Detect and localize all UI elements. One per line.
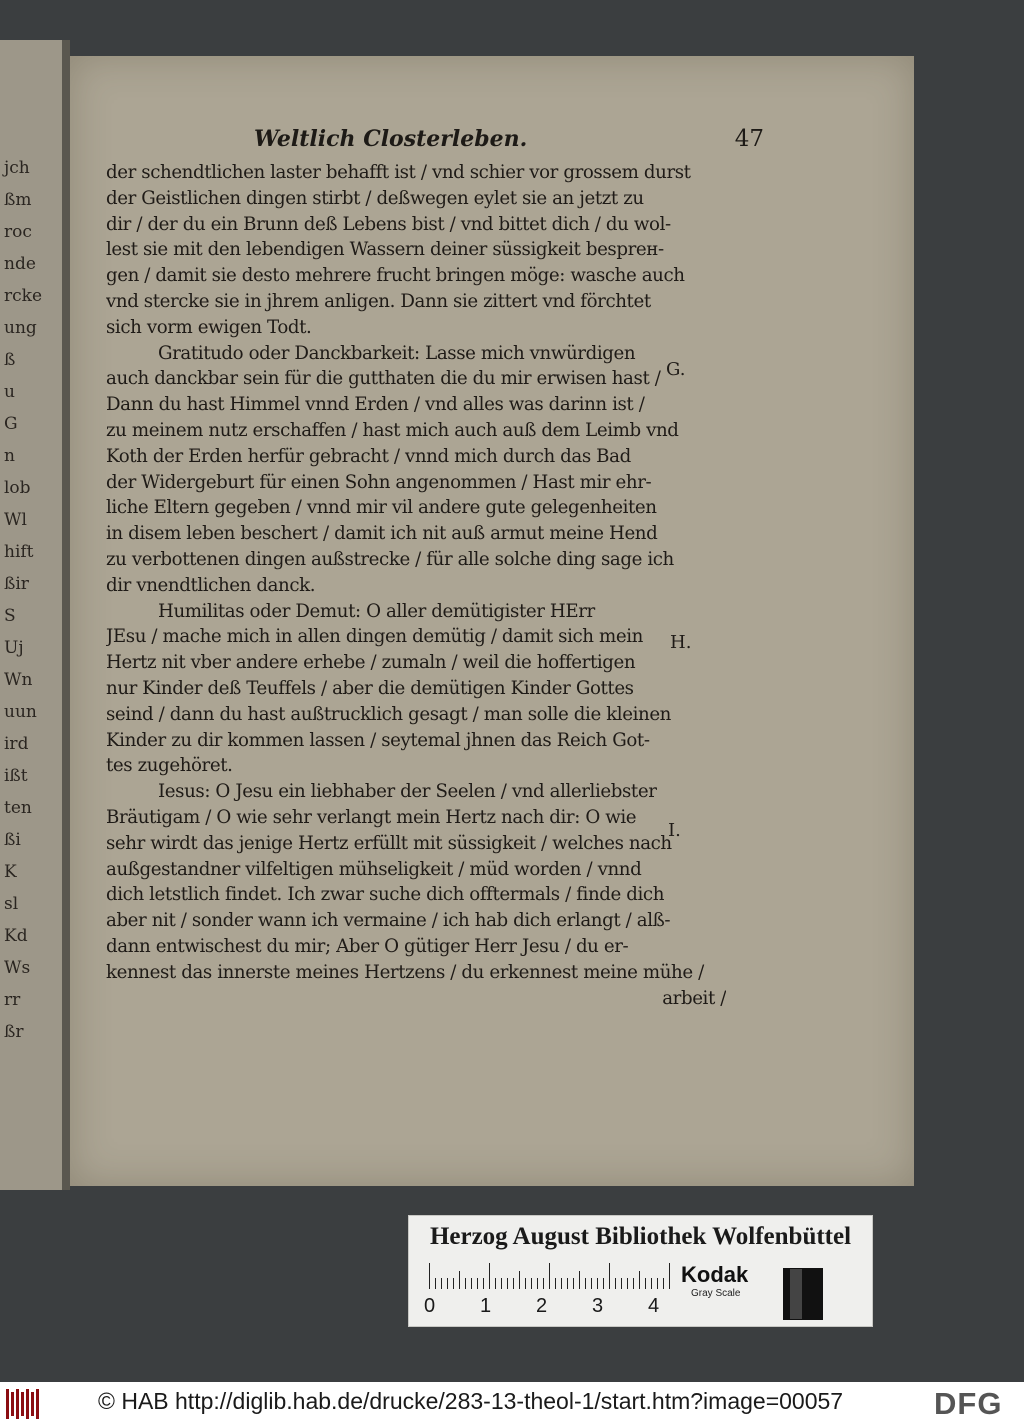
text-line: vnd stercke sie in jhrem anligen. Dann sie zittert vnd förchtet <box>106 290 651 312</box>
text-line: tes zugehöret. <box>106 755 233 777</box>
text-line: dir / der du ein Brunn deß Lebens bist / vnd bittet dich / du wol- <box>106 213 671 235</box>
ruler-tick <box>429 1263 430 1289</box>
facing-page-fragment: rr <box>4 990 21 1010</box>
text-line: gen / damit sie desto mehrere frucht bringen möge: wasche auch <box>106 265 685 287</box>
text-line: auch danckbar sein für die gutthaten die du mir erwisen hast / <box>106 368 661 390</box>
kodak-brand: Kodak <box>681 1262 749 1287</box>
ruler-tick <box>591 1278 592 1289</box>
ruler-tick <box>615 1278 616 1289</box>
facing-page-fragment: Uj <box>4 638 24 658</box>
ruler-tick <box>585 1278 586 1289</box>
copyright-credit: © HAB http://diglib.hab.de/drucke/283-13-theol-1/start.htm?image=00057 <box>98 1388 844 1414</box>
text-line: in disem leben beschert / damit ich nit auß armut meine Hend <box>106 523 658 545</box>
ruler-tick <box>525 1278 526 1289</box>
ruler-tick <box>663 1278 664 1289</box>
text-line: aber nit / sonder wann ich vermaine / ich hab dich erlangt / alß- <box>106 910 671 932</box>
text-line: Bräutigam / O wie sehr verlangt mein Hertz nach dir: O wie <box>106 806 637 828</box>
page-number: 47 <box>734 126 764 152</box>
ruler-tick <box>567 1278 568 1289</box>
ruler-tick <box>597 1278 598 1289</box>
text-line: JEsu / mache mich in allen dingen demütig / damit sich mein <box>106 626 643 648</box>
ruler-number: 4 <box>648 1295 660 1317</box>
facing-page-fragment: ßir <box>4 574 29 594</box>
ruler-tick <box>543 1278 544 1289</box>
text-line: Kinder zu dir kommen lassen / seytemal jhnen das Reich Got- <box>106 729 650 751</box>
ruler-tick <box>633 1278 634 1289</box>
book-page <box>70 56 914 1186</box>
facing-page-fragment: u <box>4 382 15 402</box>
ruler-tick <box>471 1278 472 1289</box>
gray-patch <box>783 1268 823 1320</box>
dfg-logo: DFG <box>934 1386 1003 1421</box>
ruler-tick <box>465 1278 466 1289</box>
text-line: der Widergeburt für einen Sohn angenommen / Hast mir ehr- <box>106 471 652 493</box>
facing-page-fragment: S <box>4 606 16 626</box>
ruler-tick <box>639 1271 640 1289</box>
text-line: dich letstlich findet. Ich zwar suche dich offtermals / finde dich <box>106 884 665 906</box>
ruler-number: 0 <box>424 1295 436 1317</box>
ruler-number: 2 <box>536 1295 548 1317</box>
ruler-tick <box>645 1278 646 1289</box>
facing-page-fragment: rcke <box>4 286 43 306</box>
text-line: Iesus: O Jesu ein liebhaber der Seelen / vnd allerliebster <box>158 781 657 803</box>
ruler-tick <box>459 1271 460 1289</box>
facing-page-fragment: Wn <box>4 670 33 690</box>
page-header <box>254 126 764 156</box>
ruler-tick <box>483 1278 484 1289</box>
page-gutter <box>62 40 70 1190</box>
ruler-tick <box>441 1278 442 1289</box>
facing-page-fragment: n <box>4 446 15 466</box>
text-line: dann entwischest du mir; Aber O gütiger Herr Jesu / du er- <box>106 935 629 957</box>
ruler-tick <box>453 1278 454 1289</box>
page-body-text <box>106 160 726 1011</box>
text-line: nur Kinder deß Teuffels / aber die demütigen Kinder Gottes <box>106 677 634 699</box>
ruler-tick <box>651 1278 652 1289</box>
facing-page-fragment: lob <box>4 478 31 498</box>
facing-page-fragment: Wl <box>4 510 27 530</box>
ruler-tick <box>501 1278 502 1289</box>
gray-scale-label: Gray Scale <box>691 1288 741 1299</box>
text-line: außgestandner vilfeltigen mühseligkeit / müd worden / vnnd <box>106 858 642 880</box>
ruler-tick <box>669 1263 670 1289</box>
facing-page-fragment: Kd <box>4 926 28 946</box>
text-line: zu meinem nutz erschaffen / hast mich auch auß dem Leimb vnd <box>106 419 679 441</box>
facing-page-edge <box>0 40 62 1190</box>
ruler-tick <box>531 1278 532 1289</box>
margin-letter-i: I. <box>668 820 681 841</box>
facing-page-fragment: roc <box>4 222 32 242</box>
footer-bar <box>0 1382 1024 1425</box>
ruler-tick <box>513 1278 514 1289</box>
facing-page-fragment: ung <box>4 318 37 338</box>
ruler-tick <box>549 1263 550 1289</box>
text-line: dir vnendtlichen danck. <box>106 574 316 596</box>
ruler-tick <box>489 1263 490 1289</box>
facing-page-fragment: nde <box>4 254 36 274</box>
facing-page-fragment: K <box>4 862 17 882</box>
facing-page-fragment: ten <box>4 798 32 818</box>
text-line: Hertz nit vber andere erhebe / zumaln / weil die hoffertigen <box>106 652 636 674</box>
text-line: Koth der Erden herfür gebracht / vnnd mich durch das Bad <box>106 445 631 467</box>
ruler-numbers <box>424 1295 684 1319</box>
facing-page-fragment: ißt <box>4 766 28 786</box>
ruler-tick <box>627 1278 628 1289</box>
facing-page-fragment: ßi <box>4 830 21 850</box>
ruler-tick <box>435 1278 436 1289</box>
ruler-tick <box>657 1278 658 1289</box>
ruler-tick <box>573 1278 574 1289</box>
ruler-tick <box>555 1278 556 1289</box>
text-line: kennest das innerste meines Hertzens / du erkennest meine mühe / <box>106 961 704 983</box>
text-line: zu verbottenen dingen außstrecke / für alle solche ding sage ich <box>106 548 674 570</box>
ruler-tick <box>537 1278 538 1289</box>
text-line: arbeit / <box>662 987 726 1009</box>
ruler-number: 3 <box>592 1295 604 1317</box>
running-head: Weltlich Closterleben. <box>254 126 528 152</box>
ruler-tick <box>477 1278 478 1289</box>
facing-page-fragment: ß <box>4 350 16 370</box>
text-line: sehr wirdt das jenige Hertz erfüllt mit süssigkeit / welches nach <box>106 832 672 854</box>
facing-page-fragment: hift <box>4 542 34 562</box>
text-line: sich vorm ewigen Todt. <box>106 316 312 338</box>
text-line: liche Eltern gegeben / vnnd mir vil andere gute gelegenheiten <box>106 497 657 519</box>
ruler-tick <box>447 1278 448 1289</box>
ruler-scale <box>429 1263 674 1289</box>
ruler-tick <box>603 1278 604 1289</box>
ruler-tick <box>495 1278 496 1289</box>
facing-page-fragment: ßm <box>4 190 32 210</box>
color-target-card <box>408 1215 873 1327</box>
facing-page-fragment: jch <box>4 158 30 178</box>
facing-page-fragment: ßr <box>4 1022 24 1042</box>
text-line: der Geistlichen dingen stirbt / deßwegen eylet sie an jetzt zu <box>106 187 644 209</box>
hab-logo-icon <box>6 1389 46 1419</box>
text-line: der schendtlichen laster behafft ist / vnd schier vor grossem durst <box>106 162 691 183</box>
ruler-tick <box>519 1271 520 1289</box>
ruler-tick <box>561 1278 562 1289</box>
ruler-tick <box>507 1278 508 1289</box>
facing-page-fragment: uun <box>4 702 37 722</box>
facing-page-fragment: sl <box>4 894 19 914</box>
target-title: Herzog August Bibliothek Wolfenbüttel <box>429 1223 852 1250</box>
ruler-tick <box>609 1263 610 1289</box>
margin-letter-h: H. <box>670 632 692 653</box>
text-line: seind / dann du hast außtrucklich gesagt / man solle die kleinen <box>106 703 671 725</box>
ruler-tick <box>621 1278 622 1289</box>
ruler-number: 1 <box>480 1295 492 1317</box>
facing-page-fragment: ird <box>4 734 29 754</box>
facing-page-fragment: Ws <box>4 958 31 978</box>
text-line: Gratitudo oder Danckbarkeit: Lasse mich vnwürdigen <box>158 342 636 364</box>
facing-page-fragment: G <box>4 414 18 434</box>
ruler-tick <box>579 1271 580 1289</box>
text-line: Dann du hast Himmel vnnd Erden / vnd alles was darinn ist / <box>106 394 645 416</box>
text-line: Humilitas oder Demut: O aller demütigister HErr <box>158 600 595 622</box>
margin-letter-g: G. <box>666 359 686 380</box>
text-line: lest sie mit den lebendigen Wassern deiner süssigkeit besprен- <box>106 239 664 261</box>
